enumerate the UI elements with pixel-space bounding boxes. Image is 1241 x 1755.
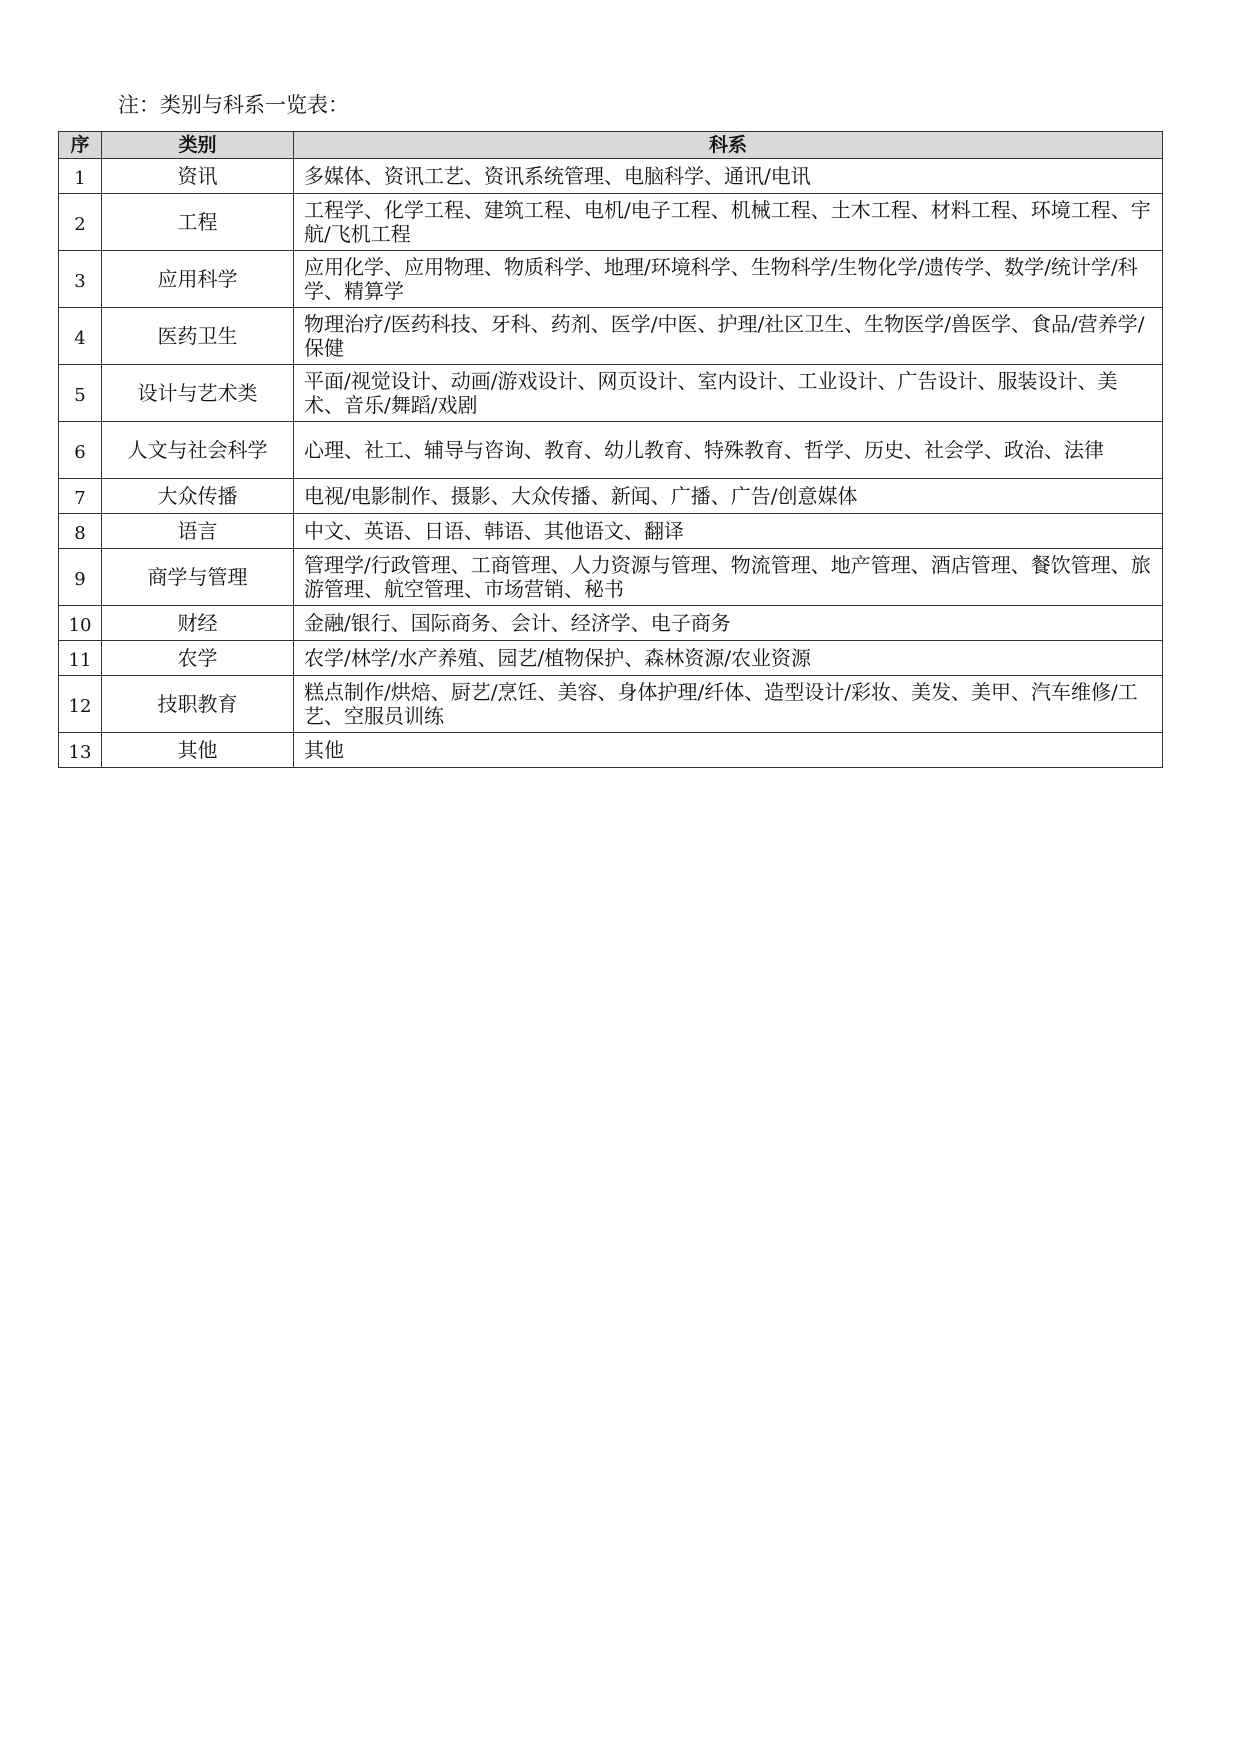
row-departments: 心理、社工、辅导与咨询、教育、幼儿教育、特殊教育、哲学、历史、社会学、政治、法律: [294, 422, 1163, 479]
table-row: [59, 514, 1163, 549]
table-row: [59, 194, 1163, 251]
table-row: [59, 549, 1163, 606]
table-header-row: [59, 132, 1163, 159]
row-no: 8: [59, 514, 102, 549]
row-departments: 平面/视觉设计、动画/游戏设计、网页设计、室内设计、工业设计、广告设计、服装设计、美术、音乐/舞蹈/戏剧: [294, 365, 1163, 422]
row-no: 4: [59, 308, 102, 365]
row-departments: 糕点制作/烘焙、厨艺/烹饪、美容、身体护理/纤体、造型设计/彩妆、美发、美甲、汽车维修/工艺、空服员训练: [294, 676, 1163, 733]
row-departments: 管理学/行政管理、工商管理、人力资源与管理、物流管理、地产管理、酒店管理、餐饮管理、旅游管理、航空管理、市场营销、秘书: [294, 549, 1163, 606]
row-category: 技职教育: [102, 676, 294, 733]
row-category: 资讯: [102, 159, 294, 194]
row-no: 9: [59, 549, 102, 606]
row-category: 应用科学: [102, 251, 294, 308]
row-departments: 物理治疗/医药科技、牙科、药剂、医学/中医、护理/社区卫生、生物医学/兽医学、食品/营养学/保健: [294, 308, 1163, 365]
row-no: 2: [59, 194, 102, 251]
row-departments: 农学/林学/水产养殖、园艺/植物保护、森林资源/农业资源: [294, 641, 1163, 676]
row-departments: 多媒体、资讯工艺、资讯系统管理、电脑科学、通讯/电讯: [294, 159, 1163, 194]
row-departments: 工程学、化学工程、建筑工程、电机/电子工程、机械工程、土木工程、材料工程、环境工程、宇航/飞机工程: [294, 194, 1163, 251]
table-row: [59, 308, 1163, 365]
row-category: 农学: [102, 641, 294, 676]
table-row: [59, 606, 1163, 641]
row-no: 7: [59, 479, 102, 514]
row-category: 工程: [102, 194, 294, 251]
row-no: 11: [59, 641, 102, 676]
table-row: [59, 159, 1163, 194]
header-no: 序: [59, 132, 102, 159]
row-departments: 应用化学、应用物理、物质科学、地理/环境科学、生物科学/生物化学/遗传学、数学/统计学/科学、精算学: [294, 251, 1163, 308]
table-row: [59, 733, 1163, 768]
row-category: 大众传播: [102, 479, 294, 514]
row-category: 财经: [102, 606, 294, 641]
table-row: [59, 676, 1163, 733]
row-category: 人文与社会科学: [102, 422, 294, 479]
table-row: [59, 422, 1163, 479]
row-no: 6: [59, 422, 102, 479]
table-row: [59, 251, 1163, 308]
header-departments: 科系: [294, 132, 1163, 159]
row-departments: 中文、英语、日语、韩语、其他语文、翻译: [294, 514, 1163, 549]
category-department-table: [58, 131, 1162, 768]
row-no: 13: [59, 733, 102, 768]
table: [58, 131, 1163, 768]
note-caption: 注：类别与科系一览表：: [118, 93, 349, 117]
row-departments: 金融/银行、国际商务、会计、经济学、电子商务: [294, 606, 1163, 641]
row-no: 12: [59, 676, 102, 733]
table-row: [59, 479, 1163, 514]
row-no: 1: [59, 159, 102, 194]
row-category: 商学与管理: [102, 549, 294, 606]
table-row: [59, 365, 1163, 422]
row-departments: 其他: [294, 733, 1163, 768]
row-no: 3: [59, 251, 102, 308]
row-no: 10: [59, 606, 102, 641]
row-category: 其他: [102, 733, 294, 768]
row-category: 医药卫生: [102, 308, 294, 365]
header-category: 类别: [102, 132, 294, 159]
row-departments: 电视/电影制作、摄影、大众传播、新闻、广播、广告/创意媒体: [294, 479, 1163, 514]
row-category: 语言: [102, 514, 294, 549]
row-category: 设计与艺术类: [102, 365, 294, 422]
row-no: 5: [59, 365, 102, 422]
table-row: [59, 641, 1163, 676]
